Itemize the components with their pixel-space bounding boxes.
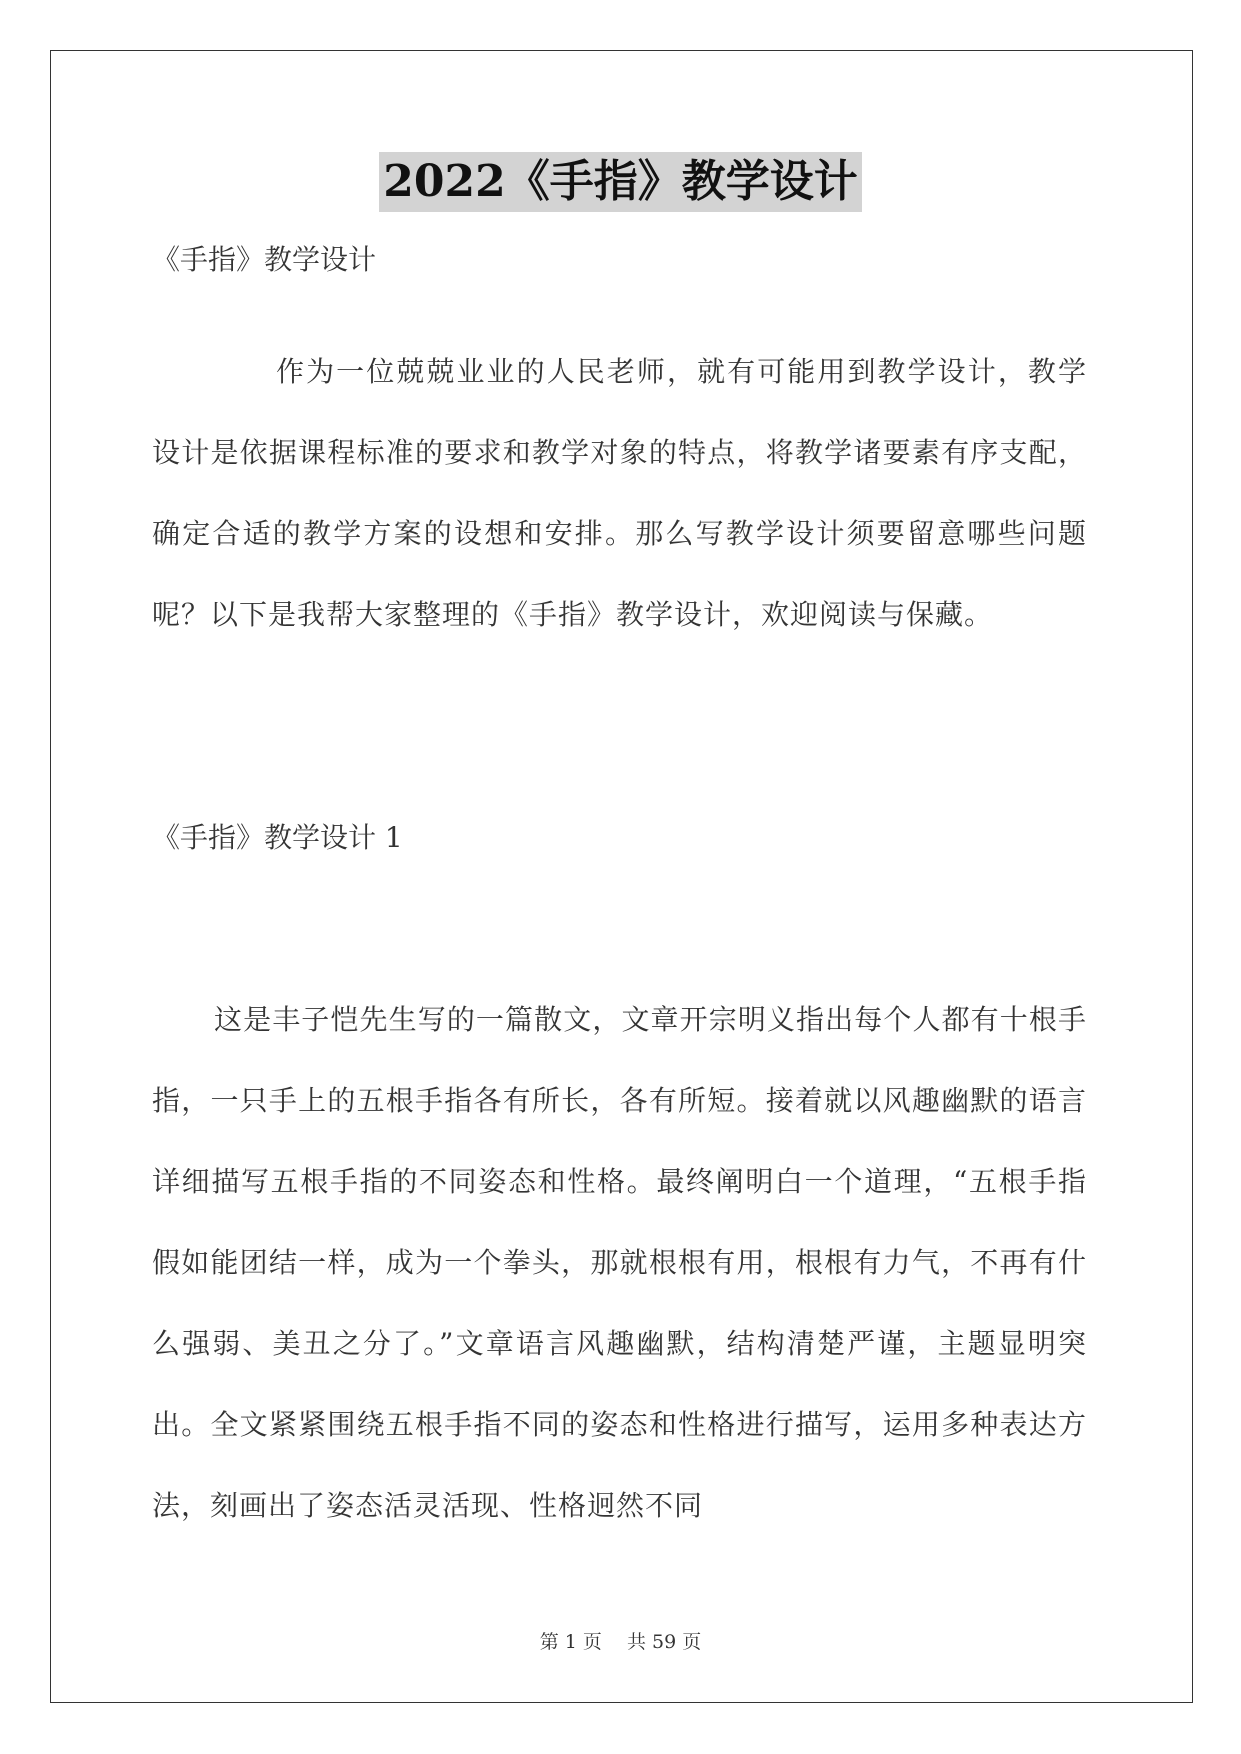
document-title: 2022《手指》教学设计 xyxy=(379,152,861,212)
section-paragraph: 这是丰子恺先生写的一篇散文，文章开宗明义指出每个人都有十根手指，一只手上的五根手指各有所长，各有所短。接着就以风趣幽默的语言详细描写五根手指的不同姿态和性格。最终阐明白一个道理，“五根手指假如能团结一样，成为一个拳头，那就根根有用，根根有力气，不再有什么强弱、美丑之分了。”文章语言风趣幽默，结构清楚严谨，主题显明突出。全文紧紧围绕五根手指不同的姿态和性格进行描写，运用多种表达方法，刻画出了姿态活灵活现、性格迥然不同 xyxy=(152,1003,1087,1522)
section-heading: 《手指》教学设计 1 xyxy=(152,821,403,854)
intro-paragraph: 作为一位兢兢业业的人民老师，就有可能用到教学设计，教学设计是依据课程标准的要求和教学对象的特点，将教学诸要素有序支配，确定合适的教学方案的设想和安排。那么写教学设计须要留意哪些问题呢？以下是我帮大家整理的《手指》教学设计，欢迎阅读与保藏。 xyxy=(152,355,1087,631)
page-footer: 第 1 页 共 59 页 xyxy=(539,1631,702,1653)
title-container xyxy=(0,152,1241,212)
document-subtitle: 《手指》教学设计 xyxy=(152,243,377,276)
